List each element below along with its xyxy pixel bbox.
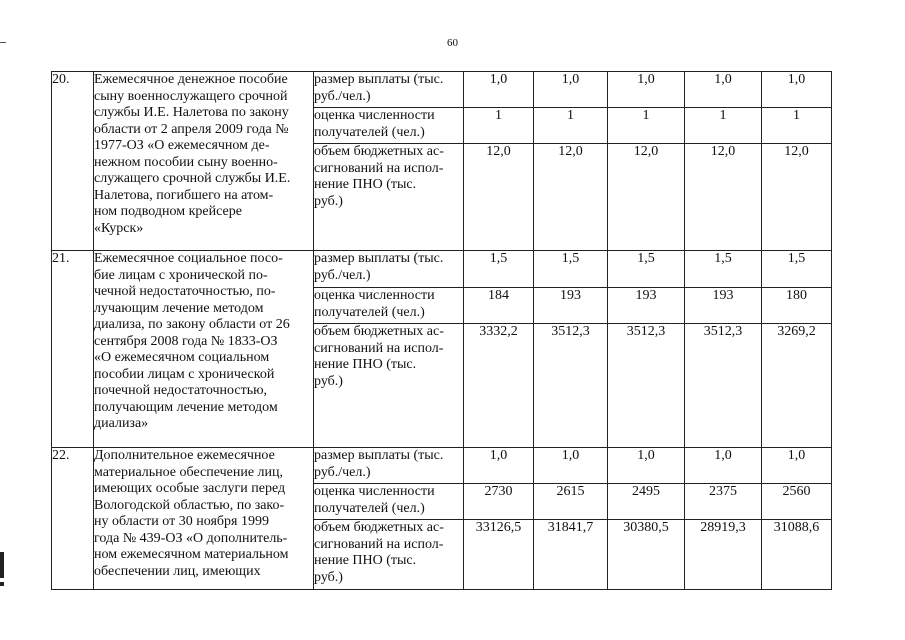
value-cell: 1,0 (464, 72, 534, 108)
value-cell: 1,5 (534, 251, 608, 288)
row-number: 22. (52, 448, 94, 590)
value-cell: 2615 (534, 484, 608, 520)
indicator-label: размер выплаты (тыс. руб./чел.) (314, 251, 464, 288)
benefit-name: Ежемесячное социальное посо- бие лицам с хронической по- чечной недостаточностью, по- лучающим лечение методом диализа, по закону области от 26 сентября 2008 года № 1833-ОЗ «О ежемесячном социальном пособии лицам с хронической почечной недостаточностью, получающим лечение методом диализа» (94, 251, 314, 448)
indicator-label: объем бюджетных ас- сигнований на испол- нение ПНО (тыс. руб.) (314, 520, 464, 590)
benefit-name: Ежемесячное денежное пособие сыну военнослужащего срочной службы И.Е. Налетова по закону области от 2 апреля 2009 года № 1977-ОЗ «О ежемесячном де- нежном пособии сыну военно- служащего срочной службы И.Е. Налетова, погибшего на атом- ном подводном крейсере «Курск» (94, 72, 314, 251)
value-cell: 1,0 (534, 448, 608, 484)
value-cell: 3512,3 (534, 324, 608, 448)
value-cell: 1,0 (762, 72, 832, 108)
page-number: 60 (447, 37, 458, 49)
value-cell: 1,0 (608, 72, 685, 108)
indicator-label: размер выплаты (тыс. руб./чел.) (314, 72, 464, 108)
value-cell: 31088,6 (762, 520, 832, 590)
value-cell: 12,0 (608, 144, 685, 251)
value-cell: 3332,2 (464, 324, 534, 448)
value-cell: 3512,3 (608, 324, 685, 448)
value-cell: 1,0 (534, 72, 608, 108)
value-cell: 12,0 (685, 144, 762, 251)
row-number: 20. (52, 72, 94, 251)
value-cell: 1 (464, 108, 534, 144)
value-cell: 12,0 (534, 144, 608, 251)
value-cell: 28919,3 (685, 520, 762, 590)
value-cell: 1,5 (685, 251, 762, 288)
table-row (52, 448, 832, 484)
value-cell: 1 (762, 108, 832, 144)
value-cell: 1 (685, 108, 762, 144)
value-cell: 1,0 (762, 448, 832, 484)
value-cell: 3269,2 (762, 324, 832, 448)
value-cell: 193 (685, 288, 762, 324)
value-cell: 2730 (464, 484, 534, 520)
benefit-name: Дополнительное ежемесячное материальное обеспечение лиц, имеющих особые заслуги перед Вологодской областью, по зако- ну области от 30 ноября 1999 года № 439-ОЗ «О дополнитель- ном ежемесячном материальном обеспечении лиц, имеющих (94, 448, 314, 590)
benefits-table (51, 71, 832, 590)
value-cell: 1,0 (685, 448, 762, 484)
indicator-label: оценка численности получателей (чел.) (314, 108, 464, 144)
table-row (52, 251, 832, 288)
value-cell: 1,0 (608, 448, 685, 484)
value-cell: 2560 (762, 484, 832, 520)
value-cell: 180 (762, 288, 832, 324)
value-cell: 2495 (608, 484, 685, 520)
value-cell: 1,5 (464, 251, 534, 288)
value-cell: 12,0 (464, 144, 534, 251)
indicator-label: размер выплаты (тыс. руб./чел.) (314, 448, 464, 484)
indicator-label: объем бюджетных ас- сигнований на испол- нение ПНО (тыс. руб.) (314, 144, 464, 251)
table-row (52, 72, 832, 108)
value-cell: 1 (534, 108, 608, 144)
value-cell: 1,5 (608, 251, 685, 288)
value-cell: 1,0 (464, 448, 534, 484)
row-number: 21. (52, 251, 94, 448)
indicator-label: оценка численности получателей (чел.) (314, 484, 464, 520)
value-cell: 1,0 (685, 72, 762, 108)
value-cell: 30380,5 (608, 520, 685, 590)
scan-mark-bottom (0, 552, 4, 578)
value-cell: 1 (608, 108, 685, 144)
value-cell: 193 (608, 288, 685, 324)
value-cell: 31841,7 (534, 520, 608, 590)
value-cell: 3512,3 (685, 324, 762, 448)
indicator-label: объем бюджетных ас- сигнований на испол- нение ПНО (тыс. руб.) (314, 324, 464, 448)
value-cell: 1,5 (762, 251, 832, 288)
value-cell: 184 (464, 288, 534, 324)
value-cell: 2375 (685, 484, 762, 520)
value-cell: 33126,5 (464, 520, 534, 590)
indicator-label: оценка численности получателей (чел.) (314, 288, 464, 324)
value-cell: 193 (534, 288, 608, 324)
value-cell: 12,0 (762, 144, 832, 251)
scan-mark-top (0, 42, 6, 43)
